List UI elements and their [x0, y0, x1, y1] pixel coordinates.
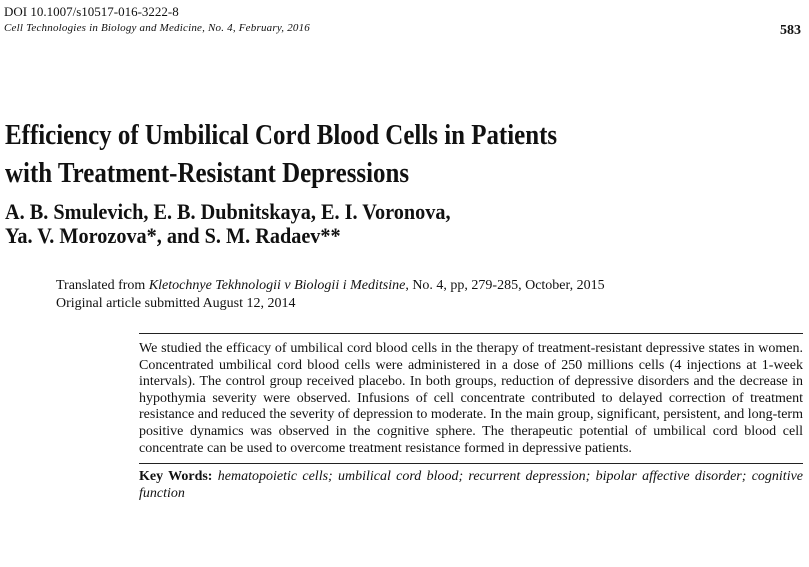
title-line-1: Efficiency of Umbilical Cord Blood Cells in Patients — [5, 119, 558, 151]
keywords — [139, 463, 803, 502]
translated-prefix: Translated from — [56, 278, 149, 293]
authors-line-2: Ya. V. Morozova*, and S. M. Radaev** — [5, 223, 341, 248]
title-line-2: with Treatment-Resistant Depressions — [5, 157, 410, 189]
keywords-label: Key Words: — [139, 469, 213, 485]
article-title — [5, 116, 557, 192]
abstract-text: We studied the efficacy of umbilical cord blood cells in the therapy of treatment-resistant depressive states in women. Concentrated umbilical cord blood cells were administered in a dose of 250 millions cells (4 injections at 1-week intervals). The control group received placebo. In both groups, reduction of depressive disorders and the decrease in hypothymia severity were observed. Infusions of cell concentrate contributed to delayed correction of treatment resistance and reduced the severity of depression to moderate. In the main group, significant, persistent, and long-term positive dynamics was observed in the cognitive sphere. The therapeutic potential of umbilical cord blood cell concentrate can be used to overcome treatment resistance formed in depressive patients. — [139, 341, 803, 456]
page-number: 583 — [780, 23, 801, 38]
author-list — [5, 200, 451, 248]
journal-citation: Cell Technologies in Biology and Medicine, No. 4, February, 2016 — [4, 22, 310, 34]
submission-date: Original article submitted August 12, 2014 — [56, 296, 296, 311]
translated-suffix: , No. 4, pp, 279-285, October, 2015 — [405, 278, 605, 293]
keywords-text: hematopoietic cells; umbilical cord blood; recurrent depression; bipolar affective disorder; cognitive function — [139, 469, 804, 502]
translation-note — [56, 277, 605, 313]
doi-line: DOI 10.1007/s10517-016-3222-8 — [4, 4, 179, 19]
abstract-block — [139, 333, 803, 502]
authors-line-1: A. B. Smulevich, E. B. Dubnitskaya, E. I. Voronova, — [5, 199, 451, 224]
translated-source: Kletochnye Tekhnologii v Biologii i Meditsine — [148, 278, 406, 293]
translated-from-line — [56, 277, 605, 295]
